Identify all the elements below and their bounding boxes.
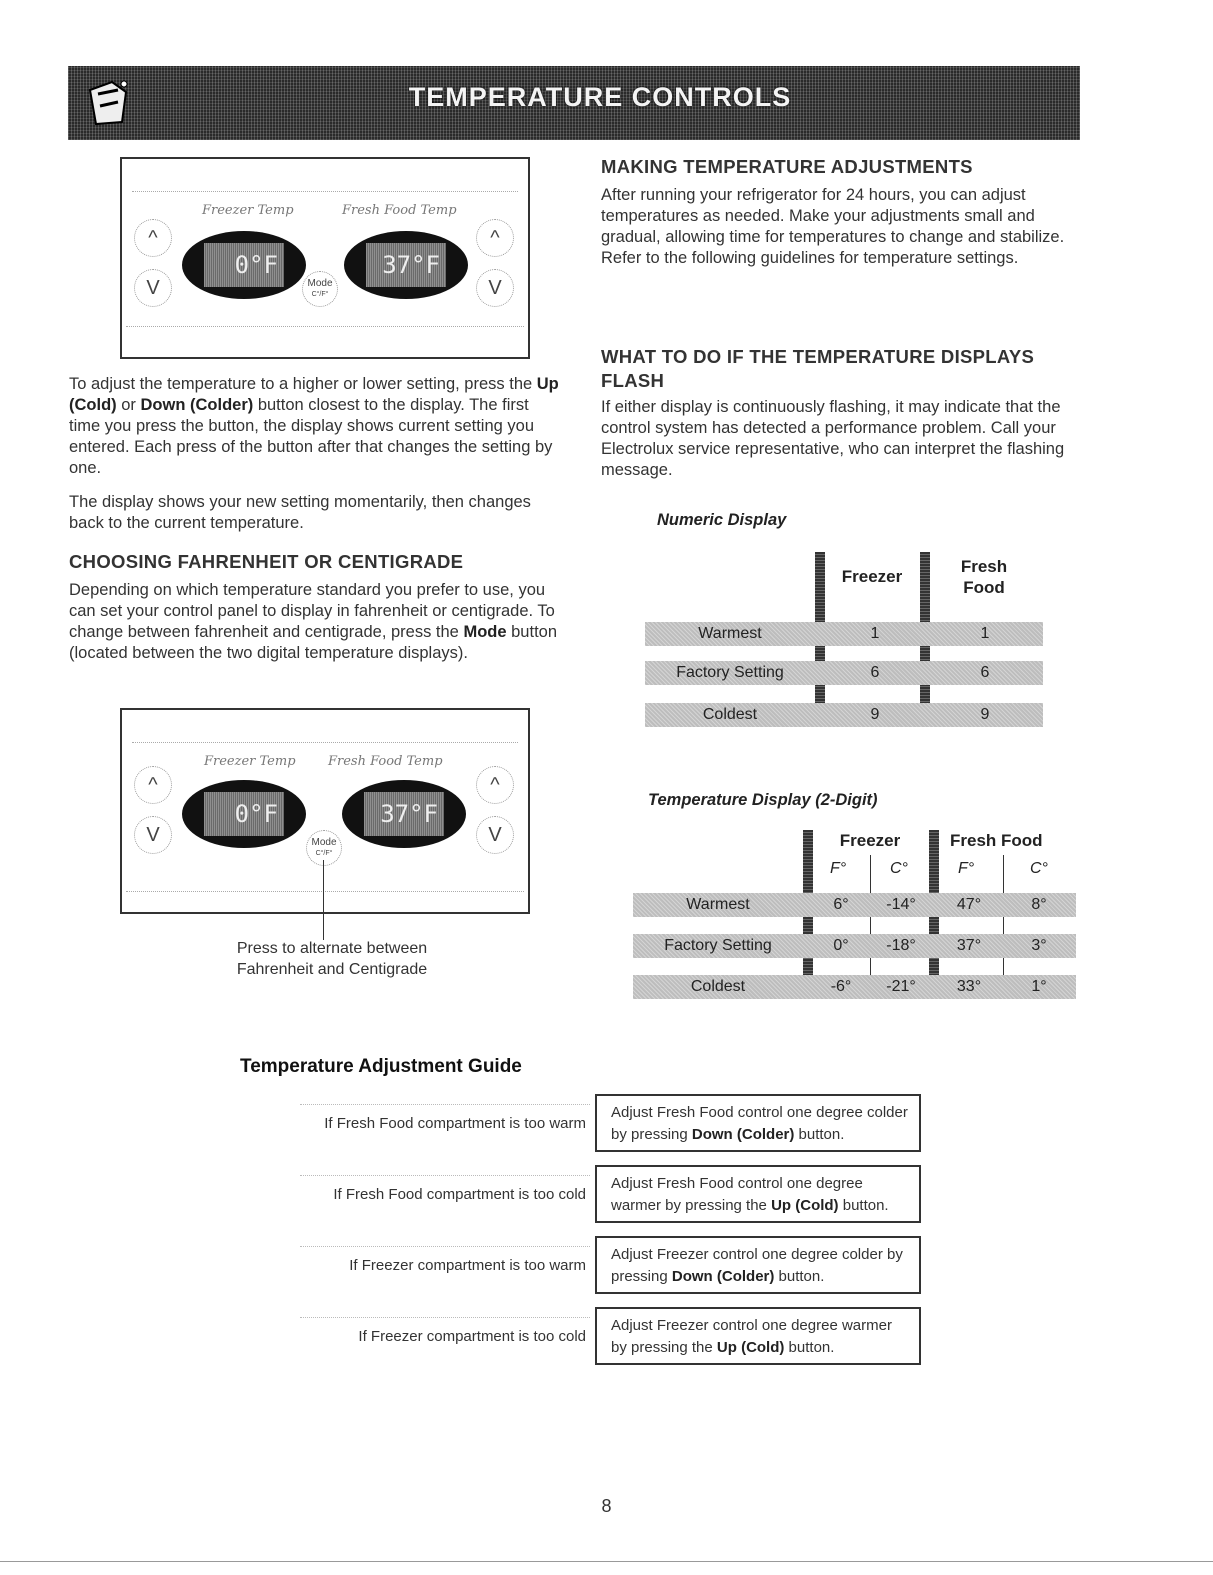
numeric-row-label: Factory Setting — [676, 664, 784, 681]
guide-condition: If Fresh Food compartment is too cold — [333, 1186, 586, 1203]
digit-col-fresh: Fresh Food — [950, 831, 1043, 850]
digit-fresh-c-unit: C° — [1030, 860, 1048, 877]
fresh-food-temp-label: Fresh Food Temp — [342, 203, 457, 218]
freezer-display-2 — [182, 780, 306, 848]
digit-row-label: Coldest — [690, 978, 746, 995]
digit-row-freezer-c: -14° — [886, 896, 916, 913]
digit-row-freezer-c: -18° — [886, 937, 916, 954]
guide-action-button-term: Down (Colder) — [671, 1268, 775, 1285]
digit-row-label: Warmest — [686, 896, 750, 913]
guide-action-text-2: button. — [784, 1339, 835, 1356]
freezer-down-button[interactable]: V — [134, 269, 172, 307]
fahrenheit-paragraph — [69, 580, 569, 664]
guide-action-button-term: Down (Colder) — [691, 1126, 795, 1143]
guide-action-button-term: Up (Cold) — [716, 1339, 785, 1356]
fresh-food-display-value-2: 37°F — [364, 792, 444, 836]
up-cold-term: Up (Cold) — [69, 375, 559, 414]
freezer-display-value: 0°F — [204, 243, 284, 287]
guide-action-box — [595, 1094, 921, 1152]
fresh-food-up-button[interactable]: ^ — [476, 219, 514, 257]
numeric-row — [645, 622, 1043, 646]
digit-row-label: Factory Setting — [664, 937, 772, 954]
numeric-row-label: Coldest — [702, 706, 758, 723]
digit-fresh-f-unit: F° — [958, 860, 975, 877]
adjust-text-1: To adjust the temperature to a higher or lower setting, press the — [69, 375, 537, 393]
adjustments-heading: MAKING TEMPERATURE ADJUSTMENTS — [601, 156, 973, 177]
numeric-row-fresh: 1 — [980, 625, 990, 642]
numeric-row-freezer: 6 — [870, 664, 880, 681]
fresh-food-temp-label-2: Fresh Food Temp — [328, 754, 443, 769]
fresh-food-display — [344, 231, 468, 299]
footer-rule — [0, 1561, 1213, 1562]
guide-action-text-2: button. — [794, 1126, 845, 1143]
fahrenheit-text-2: button (located between the two digital temperature displays). — [69, 623, 558, 662]
numeric-row-freezer: 1 — [870, 625, 880, 642]
adjustments-paragraph: After running your refrigerator for 24 hours, you can adjust temperatures as needed. Make your adjustments small and gradual, allowing time for temperatures to change and stabilize. Refer to the following guidelines for temperature settings. — [601, 186, 1065, 267]
digit-freezer-f-unit: F° — [830, 860, 847, 877]
fahrenheit-heading: CHOOSING FAHRENHEIT OR CENTIGRADE — [69, 551, 464, 572]
fresh-food-up-button-2[interactable]: ^ — [476, 766, 514, 804]
digit-row-fresh-f: 37° — [956, 937, 982, 954]
numeric-row — [645, 703, 1043, 727]
control-panel-diagram-2 — [120, 708, 530, 914]
digit-row-fresh-f: 33° — [956, 978, 982, 995]
numeric-col-fresh: Fresh Food — [960, 557, 1008, 597]
guide-action-text-1: Adjust Fresh Food control one degree warmer by pressing the — [611, 1175, 863, 1214]
freezer-down-button-2[interactable]: V — [134, 816, 172, 854]
freezer-temp-label: Freezer Temp — [202, 203, 294, 218]
flash-paragraph: If either display is continuously flashing, it may indicate that the control system has detected a performance problem. Call your Electrolux service representative, who can interpret the flashing message. — [601, 398, 1065, 479]
fresh-food-display-2 — [342, 780, 466, 848]
guide-dotted-rule — [300, 1104, 590, 1105]
fresh-food-down-button-2[interactable]: V — [476, 816, 514, 854]
digit-row — [633, 975, 1076, 999]
numeric-row-fresh: 9 — [980, 706, 990, 723]
guide-action-text-1: Adjust Fresh Food control one degree colder by pressing — [611, 1104, 908, 1143]
digit-col-freezer: Freezer — [839, 831, 901, 850]
digit-row-freezer-f: -6° — [830, 978, 852, 995]
display-paragraph: The display shows your new setting momentarily, then changes back to the current temperature. — [69, 493, 531, 532]
freezer-up-button[interactable]: ^ — [134, 219, 172, 257]
digit-row-freezer-c: -21° — [886, 978, 916, 995]
guide-action-text-1: Adjust Freezer control one degree warmer by pressing the — [611, 1317, 892, 1356]
guide-title: Temperature Adjustment Guide — [240, 1056, 522, 1077]
guide-condition: If Fresh Food compartment is too warm — [324, 1115, 586, 1132]
freezer-display-value-2: 0°F — [204, 792, 284, 836]
guide-dotted-rule — [300, 1317, 590, 1318]
mode-button-sub: C°/F° — [311, 291, 329, 298]
guide-action-box — [595, 1236, 921, 1294]
guide-action-text-2: button. — [838, 1197, 889, 1214]
two-digit-title: Temperature Display (2-Digit) — [648, 791, 878, 809]
numeric-row-freezer: 9 — [870, 706, 880, 723]
adjust-text-or: or — [116, 396, 141, 414]
freezer-display — [182, 231, 306, 299]
digit-row-freezer-f: 6° — [833, 896, 849, 913]
down-colder-term: Down (Colder) — [140, 396, 254, 414]
guide-action-text-2: button. — [774, 1268, 825, 1285]
numeric-row-fresh: 6 — [980, 664, 990, 681]
numeric-col-freezer: Freezer — [841, 567, 903, 586]
page-title: TEMPERATURE CONTROLS — [408, 82, 792, 112]
page-number: 8 — [601, 1496, 612, 1516]
guide-dotted-rule — [300, 1175, 590, 1176]
guide-condition: If Freezer compartment is too warm — [349, 1257, 586, 1274]
mode-button[interactable] — [302, 271, 338, 307]
digit-freezer-c-unit: C° — [890, 860, 908, 877]
digit-row-fresh-c: 3° — [1031, 937, 1047, 954]
numeric-row-label: Warmest — [698, 625, 762, 642]
guide-condition: If Freezer compartment is too cold — [358, 1328, 586, 1345]
freezer-temp-label-2: Freezer Temp — [204, 754, 296, 769]
freezer-up-button-2[interactable]: ^ — [134, 766, 172, 804]
mode-term: Mode — [463, 623, 507, 641]
fahrenheit-text-1: Depending on which temperature standard you prefer to use, you can set your control panel to display in fahrenheit or centigrade. To change between fahrenheit and centigrade, press the — [69, 581, 555, 641]
mode-button-sub-2: C°/F° — [315, 850, 333, 857]
digit-row-freezer-f: 0° — [833, 937, 849, 954]
digit-row-fresh-f: 47° — [956, 896, 982, 913]
mode-button-label: Mode — [307, 278, 333, 289]
guide-dotted-rule — [300, 1246, 590, 1247]
guide-action-text-1: Adjust Freezer control one degree colder by pressing — [611, 1246, 903, 1285]
digit-row-fresh-c: 8° — [1031, 896, 1047, 913]
mode-callout-line — [323, 860, 324, 940]
adjust-text-2: button closest to the display. The first time you press the button, the display shows current setting you entered. Each press of the button after that changes the setting by one. — [69, 396, 553, 477]
guide-action-button-term: Up (Cold) — [771, 1197, 839, 1214]
flash-heading: WHAT TO DO IF THE TEMPERATURE DISPLAYS FLASH — [601, 346, 1035, 391]
control-panel-diagram — [120, 157, 530, 359]
mode-caption: Press to alternate between Fahrenheit and Centigrade — [236, 940, 428, 978]
digit-row-fresh-c: 1° — [1031, 978, 1047, 995]
mode-button-2[interactable] — [306, 830, 342, 866]
refrigerator-icon — [82, 76, 132, 128]
numeric-display-title: Numeric Display — [657, 511, 787, 529]
guide-action-box — [595, 1165, 921, 1223]
fresh-food-display-value: 37°F — [366, 243, 446, 287]
mode-button-label-2: Mode — [311, 837, 337, 848]
digit-row — [633, 893, 1076, 917]
guide-action-box — [595, 1307, 921, 1365]
adjust-paragraph — [69, 374, 563, 479]
digit-row — [633, 934, 1076, 958]
numeric-row — [645, 661, 1043, 685]
fresh-food-down-button[interactable]: V — [476, 269, 514, 307]
